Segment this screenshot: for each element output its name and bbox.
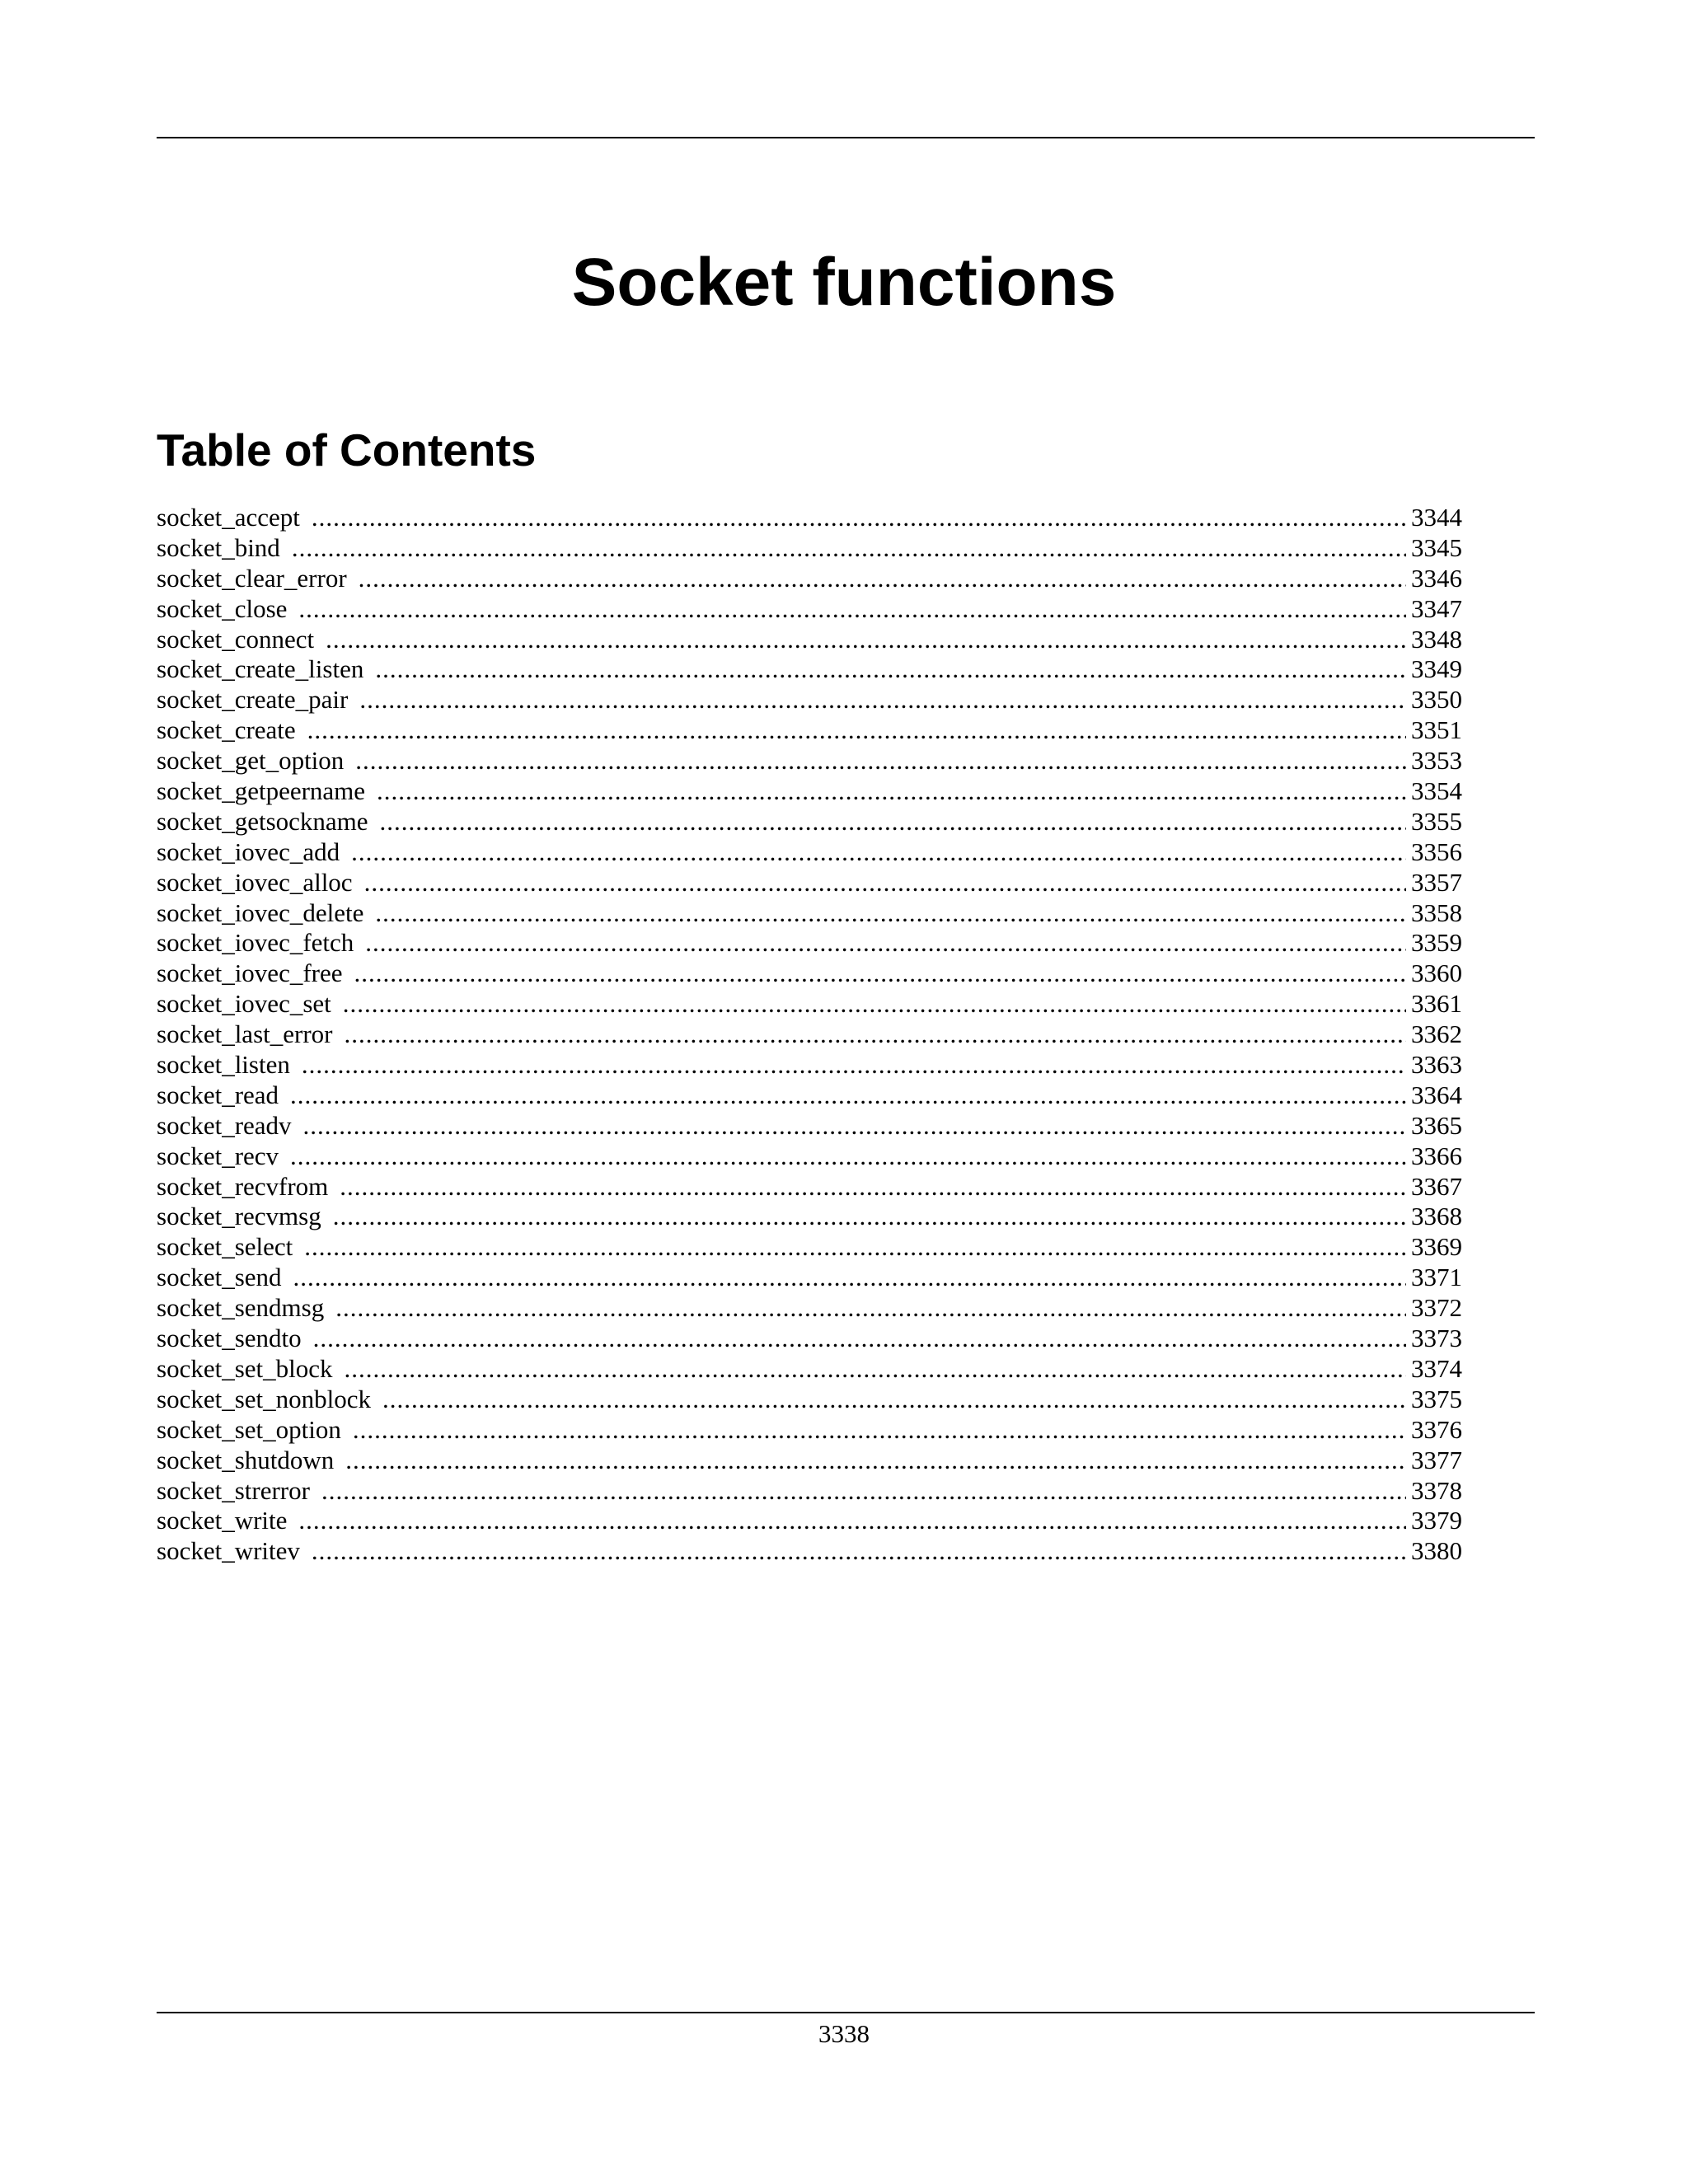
toc-entry-page: 3378 <box>1411 1475 1462 1505</box>
toc-entry[interactable] <box>157 715 1462 746</box>
toc-entry[interactable] <box>157 1263 1462 1293</box>
toc-entry-page: 3345 <box>1411 532 1462 562</box>
toc-dot-leader <box>333 1202 1406 1232</box>
toc-entry[interactable] <box>157 1202 1462 1232</box>
toc-dot-leader <box>321 1476 1406 1507</box>
toc-entry-page: 3359 <box>1411 928 1462 958</box>
toc-entry[interactable] <box>157 989 1462 1019</box>
toc-entry[interactable] <box>157 685 1462 715</box>
toc-entry[interactable] <box>157 1050 1462 1080</box>
toc-entry[interactable] <box>157 503 1462 533</box>
toc-entry-name: socket_set_nonblock <box>157 1384 372 1413</box>
toc-entry-page: 3357 <box>1411 867 1462 897</box>
toc-entry-page: 3360 <box>1411 958 1462 988</box>
toc-entry[interactable] <box>157 625 1462 655</box>
toc-entry[interactable] <box>157 1506 1462 1536</box>
toc-entry-name: socket_iovec_set <box>157 989 331 1019</box>
toc-entry-name: socket_readv <box>157 1110 292 1140</box>
toc-entry-name: socket_create_pair <box>157 685 349 715</box>
toc-dot-leader <box>290 1080 1406 1111</box>
toc-entry-page: 3353 <box>1411 746 1462 776</box>
toc-entry-name: socket_bind <box>157 532 280 562</box>
toc-entry-page: 3346 <box>1411 563 1462 593</box>
toc-dot-leader <box>326 625 1406 655</box>
toc-entry-name: socket_recvmsg <box>157 1202 321 1231</box>
toc-entry-page: 3351 <box>1411 715 1462 745</box>
toc-entry[interactable] <box>157 807 1462 837</box>
toc-entry[interactable] <box>157 1232 1462 1263</box>
toc-entry[interactable] <box>157 1446 1462 1476</box>
toc-entry[interactable] <box>157 533 1462 564</box>
toc-entry-name: socket_iovec_fetch <box>157 928 354 958</box>
toc-entry-name: socket_last_error <box>157 1019 333 1049</box>
toc-entry[interactable] <box>157 1324 1462 1354</box>
toc-entry-name: socket_set_option <box>157 1414 341 1444</box>
toc-entry-page: 3361 <box>1411 989 1462 1019</box>
toc-entry[interactable] <box>157 837 1462 868</box>
toc-dot-leader <box>359 564 1406 594</box>
chapter-title: Socket functions <box>571 245 1117 320</box>
toc-entry[interactable] <box>157 1293 1462 1324</box>
toc-entry-name: socket_clear_error <box>157 563 347 593</box>
toc-entry[interactable] <box>157 898 1462 929</box>
toc-entry[interactable] <box>157 746 1462 776</box>
toc-entry[interactable] <box>157 868 1462 898</box>
toc-entry[interactable] <box>157 1111 1462 1141</box>
toc-entry[interactable] <box>157 958 1462 989</box>
toc-entry-page: 3375 <box>1411 1384 1462 1413</box>
toc-entry-page: 3373 <box>1411 1324 1462 1353</box>
toc-dot-leader <box>364 868 1406 898</box>
toc-entry-name: socket_recv <box>157 1141 279 1170</box>
toc-entry-name: socket_create_listen <box>157 654 364 684</box>
toc-entry[interactable] <box>157 1141 1462 1172</box>
toc-entry-page: 3372 <box>1411 1293 1462 1323</box>
toc-entry-page: 3380 <box>1411 1536 1462 1566</box>
toc-entry-page: 3366 <box>1411 1141 1462 1170</box>
toc-dot-leader <box>304 1232 1406 1263</box>
toc-dot-leader <box>335 1293 1406 1324</box>
toc-dot-leader <box>380 807 1406 837</box>
toc-entry-page: 3363 <box>1411 1050 1462 1080</box>
toc-entry-page: 3369 <box>1411 1232 1462 1262</box>
toc-dot-leader <box>302 1050 1406 1080</box>
toc-entry[interactable] <box>157 776 1462 807</box>
toc-heading: Table of Contents <box>157 424 537 476</box>
toc-entry-page: 3350 <box>1411 685 1462 715</box>
toc-entry-name: socket_sendmsg <box>157 1293 325 1323</box>
toc-entry-page: 3376 <box>1411 1414 1462 1444</box>
toc-entry-page: 3348 <box>1411 624 1462 654</box>
toc-entry-name: socket_get_option <box>157 746 345 776</box>
toc-entry-page: 3347 <box>1411 593 1462 623</box>
toc-dot-leader <box>365 928 1406 958</box>
toc-dot-leader <box>312 503 1406 533</box>
toc-entry-page: 3355 <box>1411 806 1462 836</box>
toc-entry-name: socket_listen <box>157 1050 290 1080</box>
toc-dot-leader <box>355 746 1406 776</box>
toc-entry-name: socket_select <box>157 1232 293 1262</box>
toc-entry-name: socket_connect <box>157 624 315 654</box>
toc-entry-page: 3356 <box>1411 837 1462 866</box>
toc-entry-name: socket_accept <box>157 503 300 532</box>
toc-entry-page: 3379 <box>1411 1506 1462 1535</box>
toc-dot-leader <box>351 837 1406 868</box>
toc-dot-leader <box>298 1506 1406 1536</box>
toc-dot-leader <box>303 1111 1406 1141</box>
toc-entry[interactable] <box>157 564 1462 594</box>
toc-entry-name: socket_getsockname <box>157 806 368 836</box>
toc-entry-page: 3354 <box>1411 776 1462 806</box>
toc-dot-leader <box>359 685 1406 715</box>
toc-dot-leader <box>340 1172 1406 1202</box>
toc-entry[interactable] <box>157 1476 1462 1507</box>
toc-entry-page: 3374 <box>1411 1353 1462 1383</box>
toc-entry-name: socket_create <box>157 715 296 745</box>
toc-dot-leader <box>375 654 1406 685</box>
toc-entry[interactable] <box>157 1354 1462 1385</box>
toc-dot-leader <box>307 715 1406 746</box>
toc-dot-leader <box>292 533 1406 564</box>
toc-entry[interactable] <box>157 1536 1462 1567</box>
toc-dot-leader <box>312 1536 1406 1567</box>
toc-entry-page: 3365 <box>1411 1110 1462 1140</box>
toc-entry-name: socket_write <box>157 1506 288 1535</box>
toc-dot-leader <box>290 1141 1406 1172</box>
toc-entry-name: socket_iovec_add <box>157 837 340 866</box>
toc-entry-name: socket_strerror <box>157 1475 310 1505</box>
toc-entry[interactable] <box>157 1080 1462 1111</box>
toc-entry-name: socket_read <box>157 1080 279 1109</box>
toc-entry-name: socket_iovec_free <box>157 958 343 988</box>
toc-entry-name: socket_iovec_alloc <box>157 867 353 897</box>
toc-entry-name: socket_shutdown <box>157 1445 335 1474</box>
toc-dot-leader <box>354 958 1407 989</box>
toc-entry-name: socket_sendto <box>157 1324 302 1353</box>
toc-entry-page: 3349 <box>1411 654 1462 684</box>
toc-entry[interactable] <box>157 1415 1462 1446</box>
toc-dot-leader <box>313 1324 1406 1354</box>
toc-entry-page: 3364 <box>1411 1080 1462 1109</box>
toc-dot-leader <box>293 1263 1406 1293</box>
top-rule <box>157 137 1535 138</box>
toc-entry-name: socket_iovec_delete <box>157 898 364 927</box>
toc-entry-page: 3377 <box>1411 1445 1462 1474</box>
toc-entry[interactable] <box>157 1385 1462 1415</box>
toc-dot-leader <box>353 1415 1406 1446</box>
toc-entry[interactable] <box>157 1172 1462 1202</box>
toc-dot-leader <box>344 1019 1406 1050</box>
toc-dot-leader <box>345 1354 1406 1385</box>
toc-entry-page: 3344 <box>1411 503 1462 532</box>
toc-entry-name: socket_getpeername <box>157 776 366 806</box>
toc-entry-name: socket_close <box>157 593 288 623</box>
bottom-rule <box>157 2012 1535 2013</box>
toc-dot-leader <box>343 989 1406 1019</box>
toc-dot-leader <box>345 1446 1406 1476</box>
toc-entry[interactable] <box>157 1019 1462 1050</box>
toc-entry-page: 3368 <box>1411 1202 1462 1231</box>
toc-entry-page: 3362 <box>1411 1019 1462 1049</box>
toc-dot-leader <box>377 776 1406 807</box>
toc-entry-page: 3358 <box>1411 898 1462 927</box>
toc-entry-page: 3367 <box>1411 1171 1462 1201</box>
toc-entry-name: socket_send <box>157 1263 282 1292</box>
toc-entry[interactable] <box>157 594 1462 625</box>
toc-entry-name: socket_recvfrom <box>157 1171 329 1201</box>
toc-list <box>157 503 1462 1567</box>
toc-dot-leader <box>382 1385 1406 1415</box>
page-number: 3338 <box>818 2019 870 2048</box>
toc-entry[interactable] <box>157 654 1462 685</box>
toc-entry[interactable] <box>157 928 1462 958</box>
toc-entry-page: 3371 <box>1411 1263 1462 1292</box>
toc-dot-leader <box>375 898 1406 929</box>
toc-entry-name: socket_set_block <box>157 1353 333 1383</box>
toc-entry-name: socket_writev <box>157 1536 300 1566</box>
toc-dot-leader <box>298 594 1406 625</box>
